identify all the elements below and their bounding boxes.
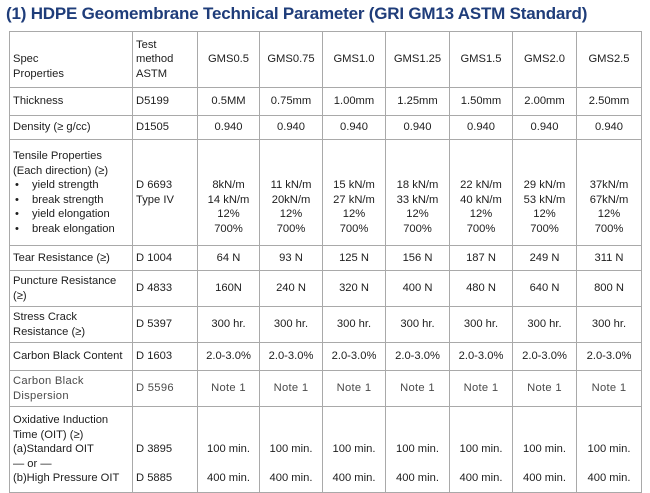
grade-header: GMS0.75 [260,32,323,88]
cell-value: Note 1 [260,371,323,407]
row-tensile [10,140,642,246]
cell-value: 64 N [198,246,260,271]
row-method: D 3895 D 5885 [133,407,198,493]
cell-value: 187 N [450,246,513,271]
cell-value-stack: 8kN/m 14 kN/m 12% 700% [198,140,260,246]
row-label: Density (≥ g/cc) [10,116,133,140]
grade-header: GMS1.5 [450,32,513,88]
cell-value: Note 1 [513,371,577,407]
row-label: Puncture Resistance (≥) [10,271,133,307]
row-dispersion [10,371,642,407]
cell-value-stack: 100 min. 400 min. [450,407,513,493]
cell-value: Note 1 [386,371,450,407]
cell-value-stack: 100 min. 400 min. [323,407,386,493]
row-label: Carbon Black Dispersion [10,371,133,407]
cell-value: 2.0-3.0% [260,343,323,371]
grade-header: GMS2.5 [577,32,642,88]
row-label: Carbon Black Content [10,343,133,371]
row-label: Tensile Properties (Each direction) (≥) • yield strength • break strength • yield elongation • break elongation [10,140,133,246]
cell-value: 2.0-3.0% [450,343,513,371]
cell-value: 300 hr. [260,307,323,343]
cell-value: 2.0-3.0% [198,343,260,371]
cell-value: Note 1 [198,371,260,407]
row-puncture [10,271,642,307]
cell-value: 300 hr. [577,307,642,343]
cell-value: 93 N [260,246,323,271]
cell-value: 160N [198,271,260,307]
cell-value: 1.25mm [386,88,450,116]
header-spec: Spec Properties [10,32,133,88]
cell-value: 0.5MM [198,88,260,116]
cell-value: 0.940 [386,116,450,140]
row-method: D 4833 [133,271,198,307]
cell-value: 640 N [513,271,577,307]
cell-value-stack: 22 kN/m 40 kN/m 12% 700% [450,140,513,246]
row-density [10,116,642,140]
cell-value: 0.940 [198,116,260,140]
row-method: D 1603 [133,343,198,371]
row-method: D 6693 Type IV [133,140,198,246]
cell-value: 125 N [323,246,386,271]
cell-value: 2.0-3.0% [577,343,642,371]
tensile-item: • yield strength [13,178,129,193]
page-title: (1) HDPE Geomembrane Technical Parameter (GRI GM13 ASTM Standard) [6,4,588,23]
cell-value: 156 N [386,246,450,271]
cell-value-stack: 29 kN/m 53 kN/m 12% 700% [513,140,577,246]
cell-value: 300 hr. [198,307,260,343]
spec-table [9,31,642,493]
cell-value: 311 N [577,246,642,271]
cell-value: 0.940 [450,116,513,140]
row-method: D 5397 [133,307,198,343]
cell-value: Note 1 [323,371,386,407]
cell-value: 320 N [323,271,386,307]
cell-value: 300 hr. [513,307,577,343]
cell-value: 0.940 [260,116,323,140]
grade-header: GMS1.0 [323,32,386,88]
cell-value: 1.50mm [450,88,513,116]
row-label: Tear Resistance (≥) [10,246,133,271]
tensile-item: • yield elongation [13,207,129,222]
cell-value: 0.940 [513,116,577,140]
cell-value: 249 N [513,246,577,271]
cell-value: 240 N [260,271,323,307]
grade-header: GMS1.25 [386,32,450,88]
row-label: Oxidative Induction Time (OIT) (≥) (a)Standard OIT — or — (b)High Pressure OIT [10,407,133,493]
grade-header: GMS2.0 [513,32,577,88]
cell-value-stack: 18 kN/m 33 kN/m 12% 700% [386,140,450,246]
cell-value: 0.75mm [260,88,323,116]
row-carbon-black [10,343,642,371]
row-method: D5199 [133,88,198,116]
cell-value: 300 hr. [323,307,386,343]
header-method: Test method ASTM [133,32,198,88]
tensile-item: • break elongation [13,222,129,237]
cell-value: 480 N [450,271,513,307]
cell-value: 0.940 [577,116,642,140]
cell-value: 2.0-3.0% [386,343,450,371]
cell-value-stack: 100 min. 400 min. [577,407,642,493]
grade-header: GMS0.5 [198,32,260,88]
tensile-item: • break strength [13,193,129,208]
cell-value-stack: 100 min. 400 min. [260,407,323,493]
row-method: D1505 [133,116,198,140]
cell-value: 2.0-3.0% [513,343,577,371]
cell-value: 2.00mm [513,88,577,116]
row-stress-crack [10,307,642,343]
cell-value: 300 hr. [450,307,513,343]
cell-value: 2.50mm [577,88,642,116]
cell-value-stack: 15 kN/m 27 kN/m 12% 700% [323,140,386,246]
row-method: D 5596 [133,371,198,407]
cell-value: 800 N [577,271,642,307]
row-label: Thickness [10,88,133,116]
row-thickness [10,88,642,116]
row-oit [10,407,642,493]
cell-value: 1.00mm [323,88,386,116]
cell-value: 2.0-3.0% [323,343,386,371]
row-method: D 1004 [133,246,198,271]
cell-value: 400 N [386,271,450,307]
cell-value-stack: 100 min. 400 min. [386,407,450,493]
header-row [10,32,642,88]
row-tear [10,246,642,271]
cell-value-stack: 37kN/m 67kN/m 12% 700% [577,140,642,246]
cell-value-stack: 100 min. 400 min. [198,407,260,493]
cell-value-stack: 11 kN/m 20kN/m 12% 700% [260,140,323,246]
cell-value-stack: 100 min. 400 min. [513,407,577,493]
cell-value: Note 1 [577,371,642,407]
row-label: Stress Crack Resistance (≥) [10,307,133,343]
cell-value: Note 1 [450,371,513,407]
cell-value: 0.940 [323,116,386,140]
cell-value: 300 hr. [386,307,450,343]
